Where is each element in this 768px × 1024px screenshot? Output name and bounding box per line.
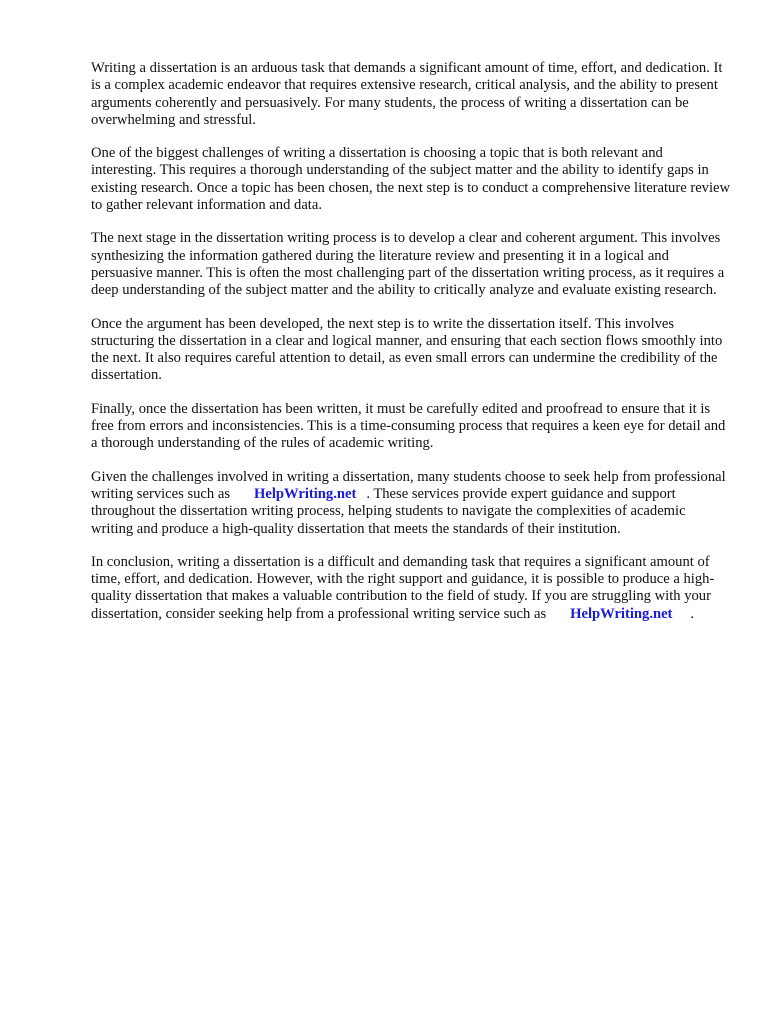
paragraph-writing-stage: Once the argument has been developed, the next step is to write the dissertation itself. This involves structuring the dissertation in a clear and logical manner, and ensuring that each section flows smoothly into the next. It also requires careful attention to detail, as even small errors can undermine the credibility of the dissertation. [91,315,723,384]
paragraph-writing-services-text-after: . These services provide expert guidance and support throughout the dissertation writing process, helping students to navigate the complexities of academic writing and produce a high-quality dissertation that meets the standards of their institution. [91,485,686,537]
paragraph-conclusion-text-after: . [690,605,695,622]
document-page [91,60,731,639]
helpwriting-link-conclusion[interactable]: HelpWriting.net [570,605,673,622]
paragraph-writing-services-text-before: Given the challenges involved in writing a dissertation, many students choose to seek help from professional writing services such as [91,468,726,502]
paragraph-conclusion-text-before: In conclusion, writing a dissertation is a difficult and demanding task that requires a significant amount of time, effort, and dedication. However, with the right support and guidance, it is possible to produce a high-quality dissertation that makes a valuable contribution to the field of study. If you are struggling with your dissertation, consider seeking help from a professional writing service such as [91,553,715,622]
paragraph-writing-services [91,469,731,538]
helpwriting-link[interactable]: HelpWriting.net [254,485,357,502]
paragraph-topic-challenges: One of the biggest challenges of writing a dissertation is choosing a topic that is both relevant and interesting. This requires a thorough understanding of the subject matter and the ability to identify gaps in existing research. Once a topic has been chosen, the next step is to conduct a comprehensive literature review to gather relevant information and data. [91,145,731,214]
paragraph-argument-stage: The next stage in the dissertation writing process is to develop a clear and coherent argument. This involves synthesizing the information gathered during the literature review and presenting it in a logical and persuasive manner. This is often the most challenging part of the dissertation writing process, as it requires a deep understanding of the subject matter and the ability to critically analyze and evaluate existing research. [91,230,725,299]
paragraph-editing-stage: Finally, once the dissertation has been written, it must be carefully edited and proofread to ensure that it is free from errors and inconsistencies. This is a time-consuming process that requires a keen eye for detail and a thorough understanding of the rules of academic writing. [91,400,726,452]
paragraph-intro: Writing a dissertation is an arduous task that demands a significant amount of time, effort, and dedication. It is a complex academic endeavor that requires extensive research, critical analysis, and the ability to present arguments coherently and persuasively. For many students, the process of writing a dissertation can be overwhelming and stressful. [91,60,723,128]
paragraph-conclusion [91,554,731,623]
